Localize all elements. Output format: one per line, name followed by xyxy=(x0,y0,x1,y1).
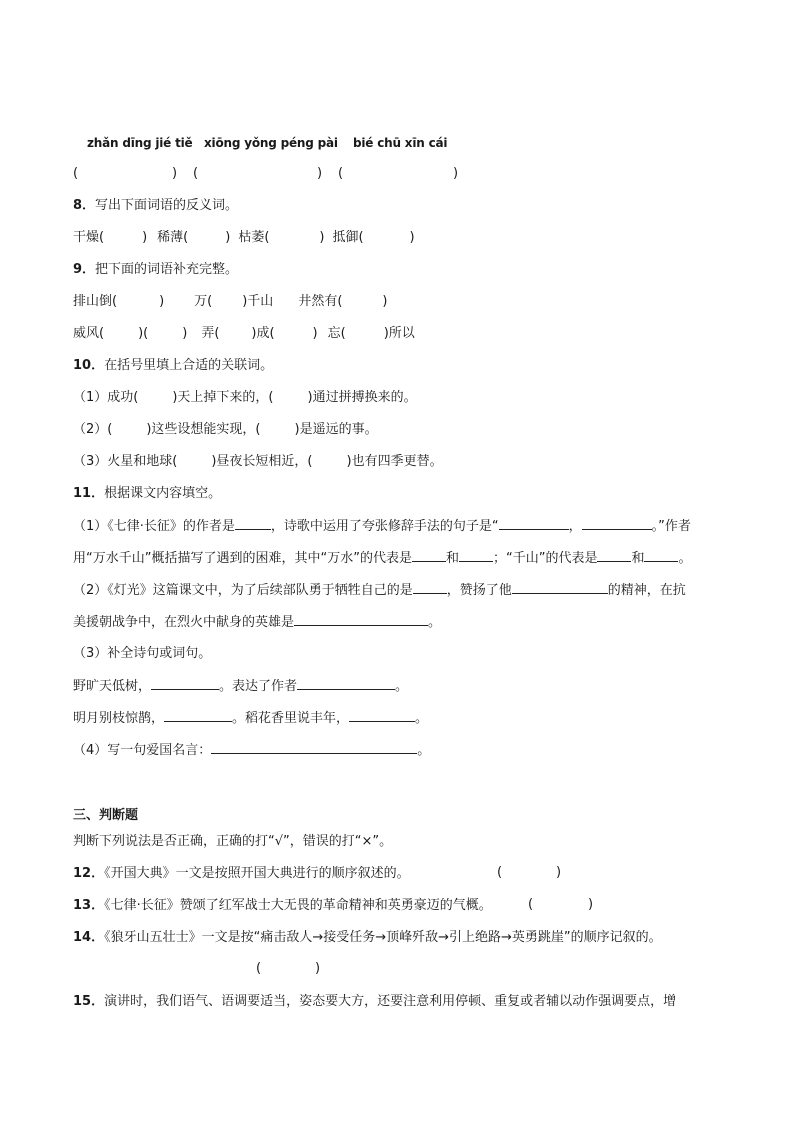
text: )昼夜长短相近，( xyxy=(211,454,313,469)
phrase: 排山倒( xyxy=(73,294,118,309)
answer-blank[interactable] xyxy=(597,549,631,562)
text: 明月别枝惊鹊， xyxy=(73,711,165,726)
question-text: 《狼牙山五壮士》一文是按“痛击敌人→接受任务→顶峰歼敌→引上绝路→英勇跳崖”的顺序记叙的。 xyxy=(104,930,662,945)
text: （2）《灯光》这篇课文中，为了后续部队勇于牺牲自己的是 xyxy=(73,583,413,598)
text: 。稻花香里说丰年， xyxy=(232,711,350,726)
judge-bracket-close: ) xyxy=(315,961,321,976)
text: （3）补全诗句或词句。 xyxy=(73,646,212,661)
text: （1）《七律·长征》的作者是 xyxy=(73,519,235,534)
question-number: 12． xyxy=(73,866,105,881)
judge-bracket-open: ( xyxy=(528,897,534,912)
text: （1）成功( xyxy=(73,390,139,405)
q11-part-1-line-1 xyxy=(73,517,691,536)
bracket: ) xyxy=(409,230,415,245)
q11-part-2-line-1 xyxy=(73,581,686,600)
text: 和 xyxy=(631,551,645,566)
phrase: )成( xyxy=(251,326,275,341)
answer-blank[interactable] xyxy=(582,517,652,530)
text: )通过拼搏换来的。 xyxy=(307,390,417,405)
q11-part-3-line-2 xyxy=(73,709,428,728)
answer-bracket-close-1: ) xyxy=(172,166,178,181)
text: 野旷天低树， xyxy=(73,679,152,694)
bracket: ) xyxy=(312,326,318,341)
question-number: 9． xyxy=(73,262,96,277)
bracket: ) xyxy=(319,230,325,245)
phrase: )千山 xyxy=(242,294,274,309)
text: ；“千山”的代表是 xyxy=(492,551,598,566)
word: 枯萎( xyxy=(238,230,270,245)
phrase: )所以 xyxy=(383,326,415,341)
text: （4）写一句爱国名言： xyxy=(73,743,212,758)
q11-part-3-line-1 xyxy=(73,677,408,696)
question-number: 10． xyxy=(73,358,105,373)
text: 。 xyxy=(417,743,431,758)
question-text: 把下面的词语补充完整。 xyxy=(95,262,239,277)
q8-words xyxy=(73,229,415,247)
answer-blank[interactable] xyxy=(499,517,569,530)
section-title: 三、判断题 xyxy=(73,808,139,823)
answer-blank[interactable] xyxy=(349,709,415,722)
text: 和 xyxy=(445,551,459,566)
text: )天上掉下来的，( xyxy=(172,390,274,405)
question-12 xyxy=(73,865,410,883)
question-number: 11． xyxy=(73,486,105,501)
answer-bracket-close-3: ) xyxy=(453,166,459,181)
answer-blank[interactable] xyxy=(644,549,678,562)
question-text: 《七律·长征》赞颂了红军战士大无畏的革命精神和英勇豪迈的气概。 xyxy=(104,898,492,913)
judge-bracket-open: ( xyxy=(497,865,503,880)
word: 稀薄( xyxy=(157,230,189,245)
pinyin-3: bié chū xīn cái xyxy=(353,136,448,150)
question-text: 在括号里填上合适的关联词。 xyxy=(104,358,274,373)
q10-sentence-1 xyxy=(73,389,417,407)
text: 。 xyxy=(415,711,429,726)
question-text: 根据课文内容填空。 xyxy=(104,486,222,501)
answer-blank[interactable] xyxy=(412,549,446,562)
text: （2）( xyxy=(73,422,113,437)
question-number: 13． xyxy=(73,898,105,913)
word: 干燥( xyxy=(73,230,105,245)
text: )这些设想能实现，( xyxy=(146,422,261,437)
pinyin-2: xiōng yǒng péng pài xyxy=(204,136,338,150)
question-14 xyxy=(73,929,662,947)
bracket: ) xyxy=(382,294,388,309)
bracket: ) xyxy=(159,294,165,309)
q11-part-4 xyxy=(73,741,430,760)
judge-bracket-close: ) xyxy=(588,897,594,912)
phrase: )( xyxy=(138,326,149,341)
question-11 xyxy=(73,485,221,503)
phrase: 威风( xyxy=(73,326,105,341)
phrase: 忘( xyxy=(327,326,346,341)
text: 。 xyxy=(395,679,409,694)
text: )是遥远的事。 xyxy=(294,422,378,437)
bracket: ) xyxy=(182,326,188,341)
question-text: 《开国大典》一文是按照开国大典进行的顺序叙述的。 xyxy=(104,866,410,881)
question-8 xyxy=(73,197,238,215)
question-text: 演讲时，我们语气、语调要适当，姿态要大方，还要注意利用停顿、重复或者辅以动作强调要点，增 xyxy=(104,994,677,1009)
question-10 xyxy=(73,357,273,375)
q9-row-1 xyxy=(73,293,387,311)
question-number: 14． xyxy=(73,930,105,945)
answer-blank[interactable] xyxy=(211,741,417,754)
answer-bracket-close-2: ) xyxy=(317,166,323,181)
question-13 xyxy=(73,897,492,915)
pinyin-1: zhǎn dīng jié tiě xyxy=(87,136,193,150)
q10-sentence-2 xyxy=(73,421,378,439)
text: 。 xyxy=(428,615,442,630)
phrase: 弄( xyxy=(201,326,220,341)
q10-sentence-3 xyxy=(73,453,443,471)
text: ，赞扬了他 xyxy=(446,583,512,598)
question-9 xyxy=(73,261,238,279)
question-15 xyxy=(73,993,676,1011)
answer-blank[interactable] xyxy=(164,709,232,722)
word: 抵御( xyxy=(332,230,364,245)
judge-bracket-open: ( xyxy=(256,961,262,976)
text: ， xyxy=(568,519,582,534)
question-number: 8． xyxy=(73,198,96,213)
section-instruction: 判断下列说法是否正确，正确的打“√”，错误的打“×”。 xyxy=(73,834,393,849)
text: 。”作者 xyxy=(651,519,691,534)
answer-blank[interactable] xyxy=(413,581,447,594)
answer-blank[interactable] xyxy=(459,549,493,562)
question-text: 写出下面词语的反义词。 xyxy=(95,198,239,213)
bracket: ) xyxy=(142,230,148,245)
answer-bracket-open-1: ( xyxy=(73,166,79,181)
text: 用“万水千山”概括描写了遇到的困难，其中“万水”的代表是 xyxy=(73,551,412,566)
answer-blank[interactable] xyxy=(512,581,608,594)
q11-part-2-line-2 xyxy=(73,613,441,632)
text: )也有四季更替。 xyxy=(346,454,443,469)
q9-row-2 xyxy=(73,325,415,343)
text: 。表达了作者 xyxy=(219,679,298,694)
answer-bracket-open-3: ( xyxy=(338,166,344,181)
bracket: ) xyxy=(225,230,231,245)
text: （3）火星和地球( xyxy=(73,454,178,469)
text: 美援朝战争中，在烈火中献身的英雄是 xyxy=(73,615,295,630)
judge-bracket-close: ) xyxy=(556,865,562,880)
text: 。 xyxy=(678,551,692,566)
answer-blank[interactable] xyxy=(151,677,219,690)
phrase: 万( xyxy=(194,294,213,309)
answer-blank[interactable] xyxy=(297,677,395,690)
phrase: 井然有( xyxy=(298,294,343,309)
q11-part-3 xyxy=(73,645,211,663)
answer-blank[interactable] xyxy=(235,517,271,530)
answer-bracket-open-2: ( xyxy=(193,166,199,181)
text: ，诗歌中运用了夸张修辞手法的句子是“ xyxy=(270,519,499,534)
q11-part-1-line-2 xyxy=(73,549,691,568)
answer-blank[interactable] xyxy=(294,613,428,626)
text: 的精神，在抗 xyxy=(607,583,686,598)
question-number: 15． xyxy=(73,994,105,1009)
